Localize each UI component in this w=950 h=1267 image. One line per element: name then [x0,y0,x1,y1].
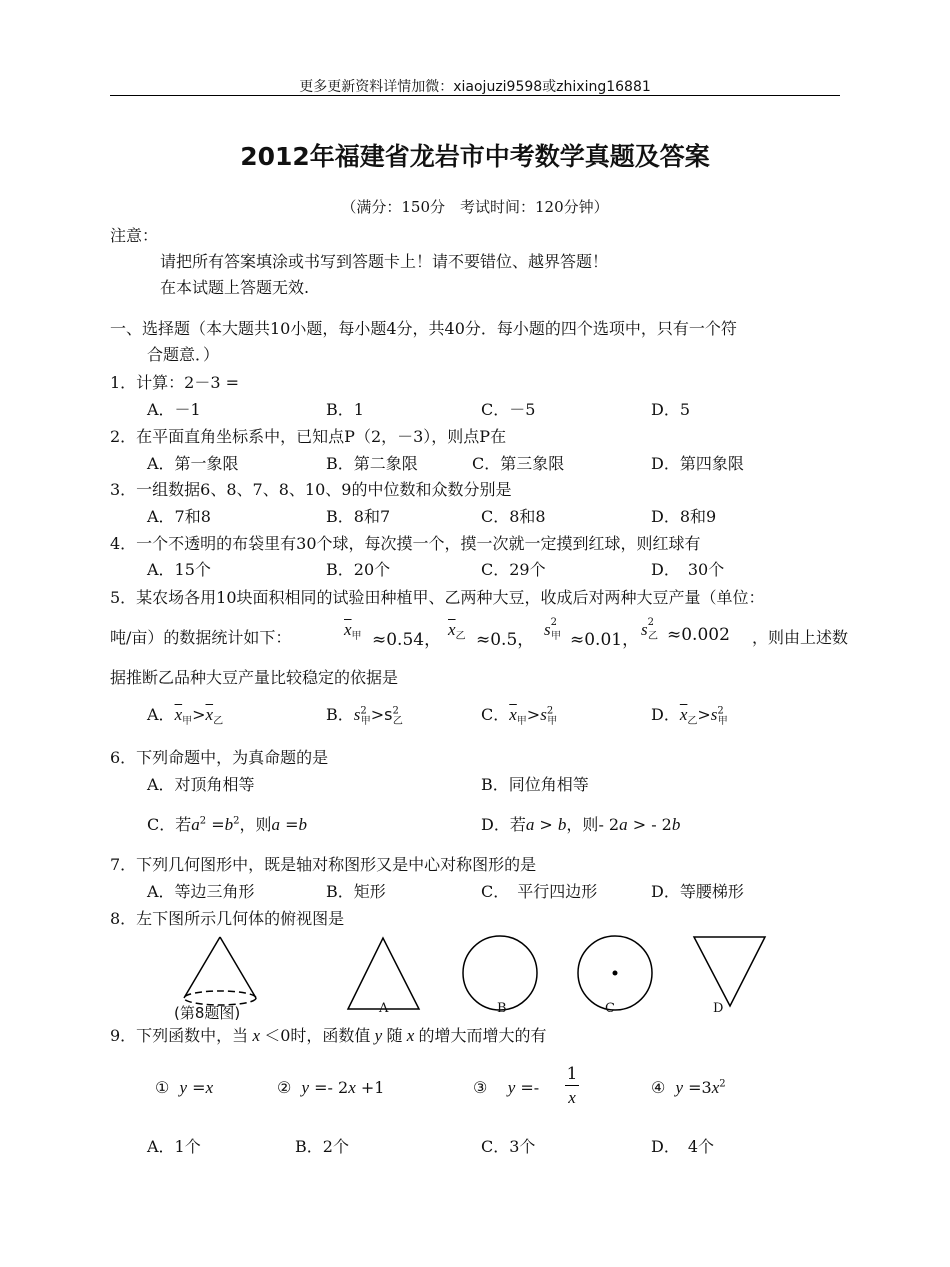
q5-xbar-jia-formula: $\overline{x}_甲$ [344,620,362,643]
notice-line-1: 请把所有答案填涂或书写到答题卡上！请不要错位、越界答题！ [160,252,609,271]
q4-option-a: A．15个 [147,560,211,579]
q5-option-b: B．$s^2_甲>s^2_乙$ [326,705,403,728]
q6-option-a: A．对顶角相等 [147,775,255,794]
notice-label: 注意： [110,226,159,245]
q7-option-b: B．矩形 [326,882,386,901]
q9-stem: 9．下列函数中，当 x ＜0时，函数值 y 随 x 的增大而增大的有 [110,1026,547,1045]
q9-function-3-fraction: 1 x [566,1064,578,1107]
q2-option-a: A．第一象限 [147,454,239,473]
q9-function-1: ① y =x [155,1078,214,1097]
q7-option-d: D．等腰梯形 [651,882,744,901]
q8-label-b: B [497,1001,507,1016]
option-a-triangle [348,938,419,1009]
q3-option-d: D．8和9 [651,507,717,526]
q3-option-a: A．7和8 [147,507,211,526]
q9-function-2: ② y =- 2x +1 [277,1078,385,1097]
q8-label-c: C [605,1001,615,1016]
q2-option-c: C．第三象限 [472,454,565,473]
q5-xbar-yi-formula: $\overline{x}_乙$ [448,620,466,643]
section-heading: 一、选择题（本大题共10小题，每小题4分，共40分．每小题的四个选项中，只有一个符 [110,319,737,338]
q6-stem: 6．下列命题中，为真命题的是 [110,748,329,767]
q5-option-a: A．$\overline{x}_甲>\overline{x}_乙$ [147,705,224,728]
q1-stem: 1．计算：2－3 = [110,373,240,392]
q8-label-d: D [713,1001,724,1016]
q5-approx-3: ≈0.01， [570,630,640,650]
q4-stem: 4．一个不透明的布袋里有30个球，每次摸一个，摸一次就一定摸到红球，则红球有 [110,534,701,553]
option-b-circle [463,936,537,1010]
q5-stem-line1: 5．某农场各用10块面积相同的试验田种植甲、乙两种大豆，收成后对两种大豆产量（单位： [110,588,765,607]
q5-approx-4: ≈0.002 [667,625,730,645]
q3-option-b: B．8和7 [326,507,391,526]
q4-option-c: C．29个 [481,560,546,579]
q5-stem-line2-suffix: ，则由上述数 [752,628,849,647]
q4-option-d: D． 30个 [651,560,725,579]
q1-option-a: A．－1 [147,400,201,419]
q1-option-d: D．5 [651,400,691,419]
q2-option-b: B．第二象限 [326,454,418,473]
q2-option-d: D．第四象限 [651,454,744,473]
q6-option-c: C．若$a^2 =b^2$，则a =b [147,815,308,834]
header-rule [110,95,840,96]
q4-option-b: B．20个 [326,560,391,579]
option-d-inverted-triangle [694,937,765,1006]
exam-title: 2012年福建省龙岩市中考数学真题及答案 [240,142,710,171]
q5-approx-2: ≈0.5， [476,630,535,650]
q5-s2-yi-formula: $s^2_乙$ [641,616,658,643]
q9-function-3-prefix: ③ y =- [473,1078,540,1097]
q1-option-c: C．－5 [481,400,536,419]
q5-approx-1: ≈0.54， [372,630,442,650]
q5-option-d: D．$\overline{x}_乙>s^2_甲$ [651,705,728,728]
q6-option-d: D．若a > b，则- 2a > - 2b [481,815,681,834]
q8-figure-caption: (第8题图) [174,1004,241,1022]
q7-option-c: C． 平行四边形 [481,882,598,901]
q5-option-c: C．$\overline{x}_甲>s^2_甲$ [481,705,558,728]
q9-option-b: B．2个 [295,1137,349,1156]
q2-stem: 2．在平面直角坐标系中，已知点P（2，－3），则点P在 [110,427,507,446]
q9-function-4: ④ $y =3x^2$ [651,1078,726,1097]
option-c-center-dot [613,971,618,976]
q5-stem-line2-prefix: 吨/亩）的数据统计如下： [110,628,292,647]
q6-option-b: B．同位角相等 [481,775,589,794]
q7-option-a: A．等边三角形 [147,882,255,901]
q8-label-a: A [379,1001,389,1016]
q3-stem: 3．一组数据6、8、7、8、10、9的中位数和众数分别是 [110,480,512,499]
q8-figures [0,925,950,1025]
cone-figure [184,937,256,1005]
q1-option-b: B．1 [326,400,364,419]
section-heading-cont: 合题意．） [147,345,220,364]
q9-option-d: D． 4个 [651,1137,715,1156]
q3-option-c: C．8和8 [481,507,546,526]
q7-stem: 7．下列几何图形中，既是轴对称图形又是中心对称图形的是 [110,855,537,874]
q9-option-a: A．1个 [147,1137,201,1156]
notice-line-2: 在本试题上答题无效. [160,278,310,297]
q5-s2-jia-formula: $s^2_甲$ [544,616,561,643]
q8-stem: 8．左下图所示几何体的俯视图是 [110,909,345,928]
exam-subtitle: （满分：150分 考试时间：120分钟） [341,198,609,216]
page-header: 更多更新资料详情加微：xiaojuzi9598或zhixing16881 [299,79,651,95]
q9-option-c: C．3个 [481,1137,536,1156]
q5-stem-line3: 据推断乙品种大豆产量比较稳定的依据是 [110,668,399,687]
